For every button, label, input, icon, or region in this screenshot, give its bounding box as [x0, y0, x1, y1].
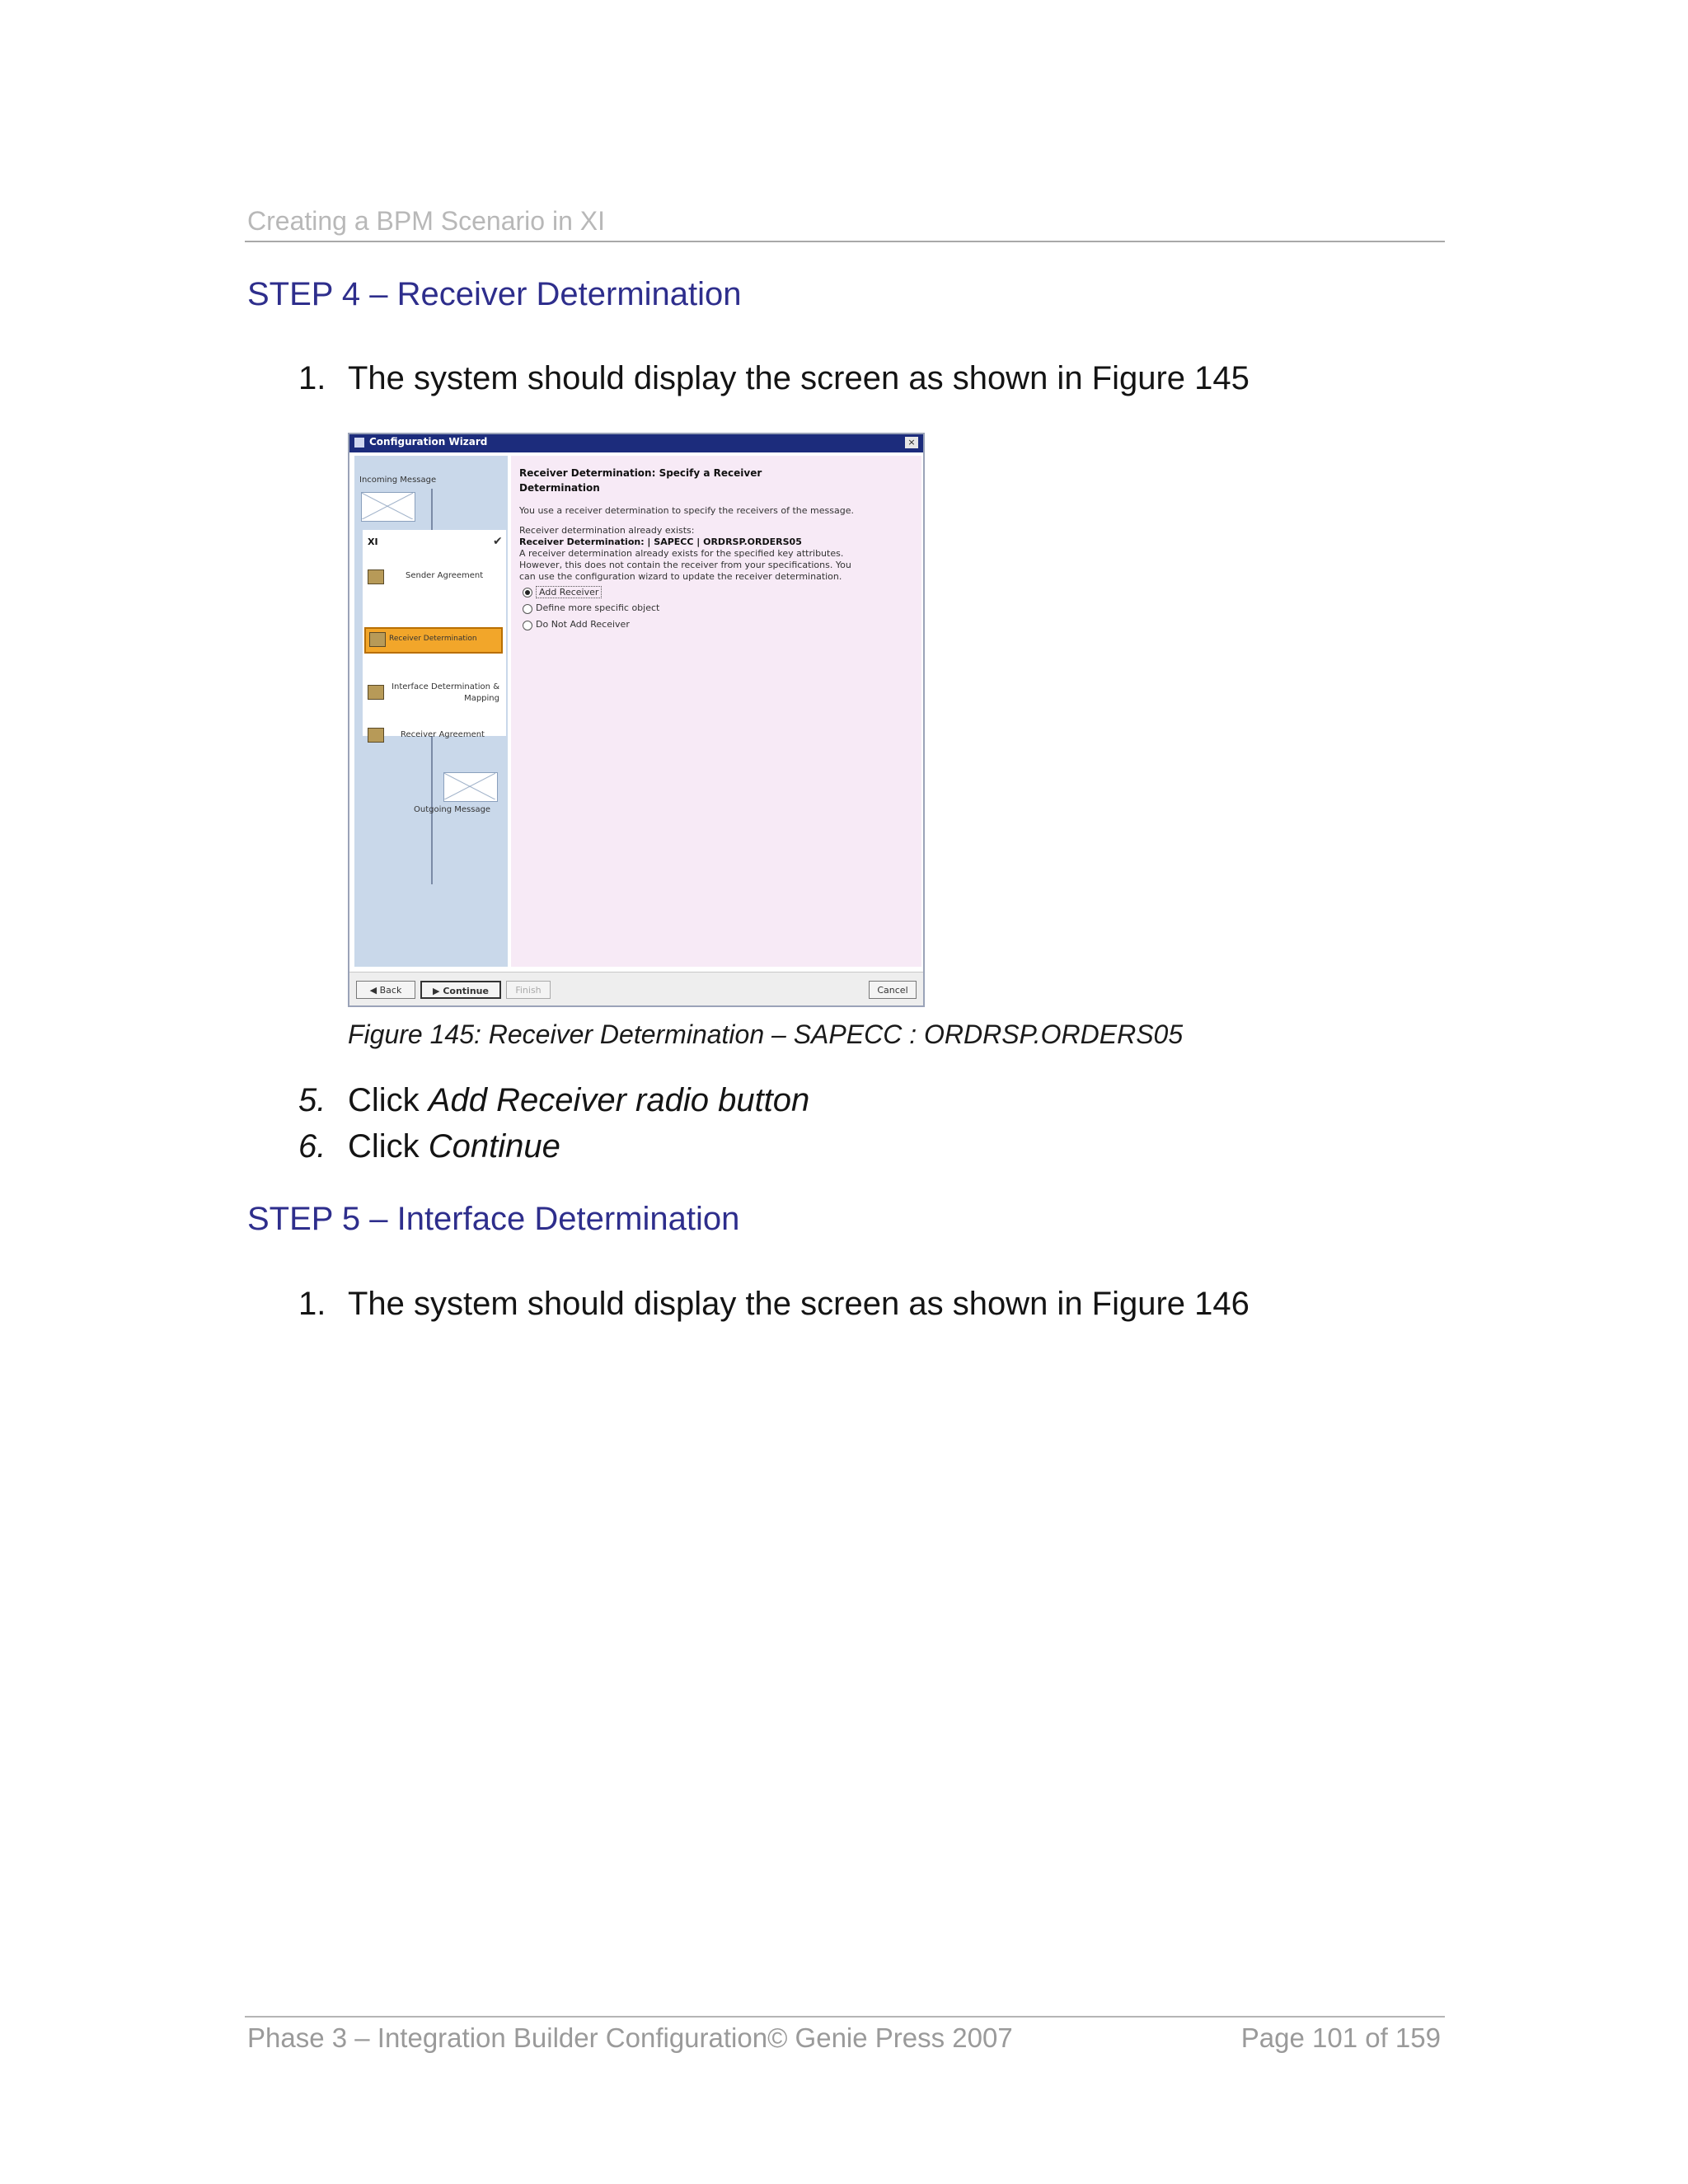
continue-button[interactable] — [420, 981, 501, 999]
footer-rule — [245, 2016, 1445, 2018]
wizard-intro: You use a receiver determination to specify the receivers of the message. — [519, 505, 854, 516]
list-number: 1. — [298, 360, 326, 396]
close-icon[interactable]: × — [905, 437, 918, 448]
note-line-2: However, this does not contain the receiver from your specifications. You — [519, 560, 851, 570]
back-arrow-icon: ◀ — [369, 985, 380, 996]
note-line-3: can use the configuration wizard to update the receiver determination. — [519, 571, 842, 582]
footer-left: Phase 3 – Integration Builder Configuration© Genie Press 2007 — [247, 2022, 1013, 2053]
exists-label: Receiver determination already exists: — [519, 525, 695, 536]
incoming-envelope-icon — [361, 492, 415, 522]
header-rule — [245, 241, 1445, 242]
list-number: 1. — [298, 1286, 326, 1322]
finish-button[interactable]: Finish — [506, 981, 551, 999]
wizard-title-bar — [349, 434, 923, 452]
outgoing-envelope-icon — [443, 772, 498, 802]
outgoing-message-label: Outgoing Message — [414, 805, 491, 814]
sender-agreement-icon — [368, 569, 384, 584]
wizard-step-3: Interface Determination & Mapping — [392, 682, 499, 703]
window-icon — [354, 438, 364, 448]
do-not-add-radio[interactable] — [523, 621, 532, 630]
wizard-title: Configuration Wizard — [369, 436, 488, 448]
list-text: The system should display the screen as shown in Figure 146 — [348, 1286, 1250, 1322]
define-specific-label[interactable]: Define more specific object — [536, 602, 660, 613]
list-text: The system should display the screen as shown in Figure 145 — [348, 360, 1250, 396]
receiver-agreement-icon — [368, 728, 384, 743]
incoming-message-label: Incoming Message — [359, 476, 437, 485]
check-icon: ✔ — [493, 535, 503, 548]
note-line-1: A receiver determination already exists for the specified key attributes. — [519, 548, 844, 559]
exists-value: Receiver Determination: | SAPECC | ORDRSP.ORDERS05 — [519, 537, 802, 547]
step5-heading: STEP 5 – Interface Determination — [247, 1201, 740, 1237]
continue-label: Continue — [443, 986, 489, 996]
xi-label: XI — [368, 537, 378, 547]
add-receiver-label[interactable]: Add Receiver — [536, 586, 602, 598]
back-button[interactable] — [356, 981, 415, 999]
list-number: 5. — [298, 1082, 326, 1118]
wizard-steps-panel — [354, 456, 508, 967]
cancel-button[interactable]: Cancel — [869, 981, 917, 999]
wizard-button-bar — [349, 972, 923, 1007]
figure-145-screenshot — [348, 433, 925, 1007]
page-number: Page 101 of 159 — [1240, 2022, 1441, 2053]
list-number: 6. — [298, 1128, 326, 1165]
add-receiver-radio[interactable] — [523, 588, 532, 598]
instruction-verb: Click — [348, 1082, 429, 1118]
wizard-step-1: Sender Agreement — [406, 571, 484, 580]
step4-heading: STEP 4 – Receiver Determination — [247, 276, 742, 312]
wizard-heading: Receiver Determination: Specify a Receiver Determination — [519, 467, 762, 494]
define-specific-radio[interactable] — [523, 604, 532, 614]
continue-arrow-icon: ▶ — [433, 986, 443, 996]
instruction-object: Add Receiver radio button — [428, 1082, 810, 1118]
running-header: Creating a BPM Scenario in XI — [247, 206, 605, 236]
back-label: Back — [379, 985, 402, 996]
figure-caption: Figure 145: Receiver Determination – SAPECC : ORDRSP.ORDERS05 — [348, 1019, 1184, 1049]
instruction-verb: Click — [348, 1128, 429, 1165]
wizard-step-2: Receiver Determination — [389, 635, 477, 643]
receiver-determination-icon — [369, 632, 386, 647]
wizard-content-panel — [511, 456, 921, 967]
instruction-object: Continue — [428, 1128, 560, 1165]
wizard-step-4: Receiver Agreement — [401, 730, 485, 739]
interface-determination-icon — [368, 685, 384, 700]
do-not-add-label[interactable]: Do Not Add Receiver — [536, 619, 630, 630]
